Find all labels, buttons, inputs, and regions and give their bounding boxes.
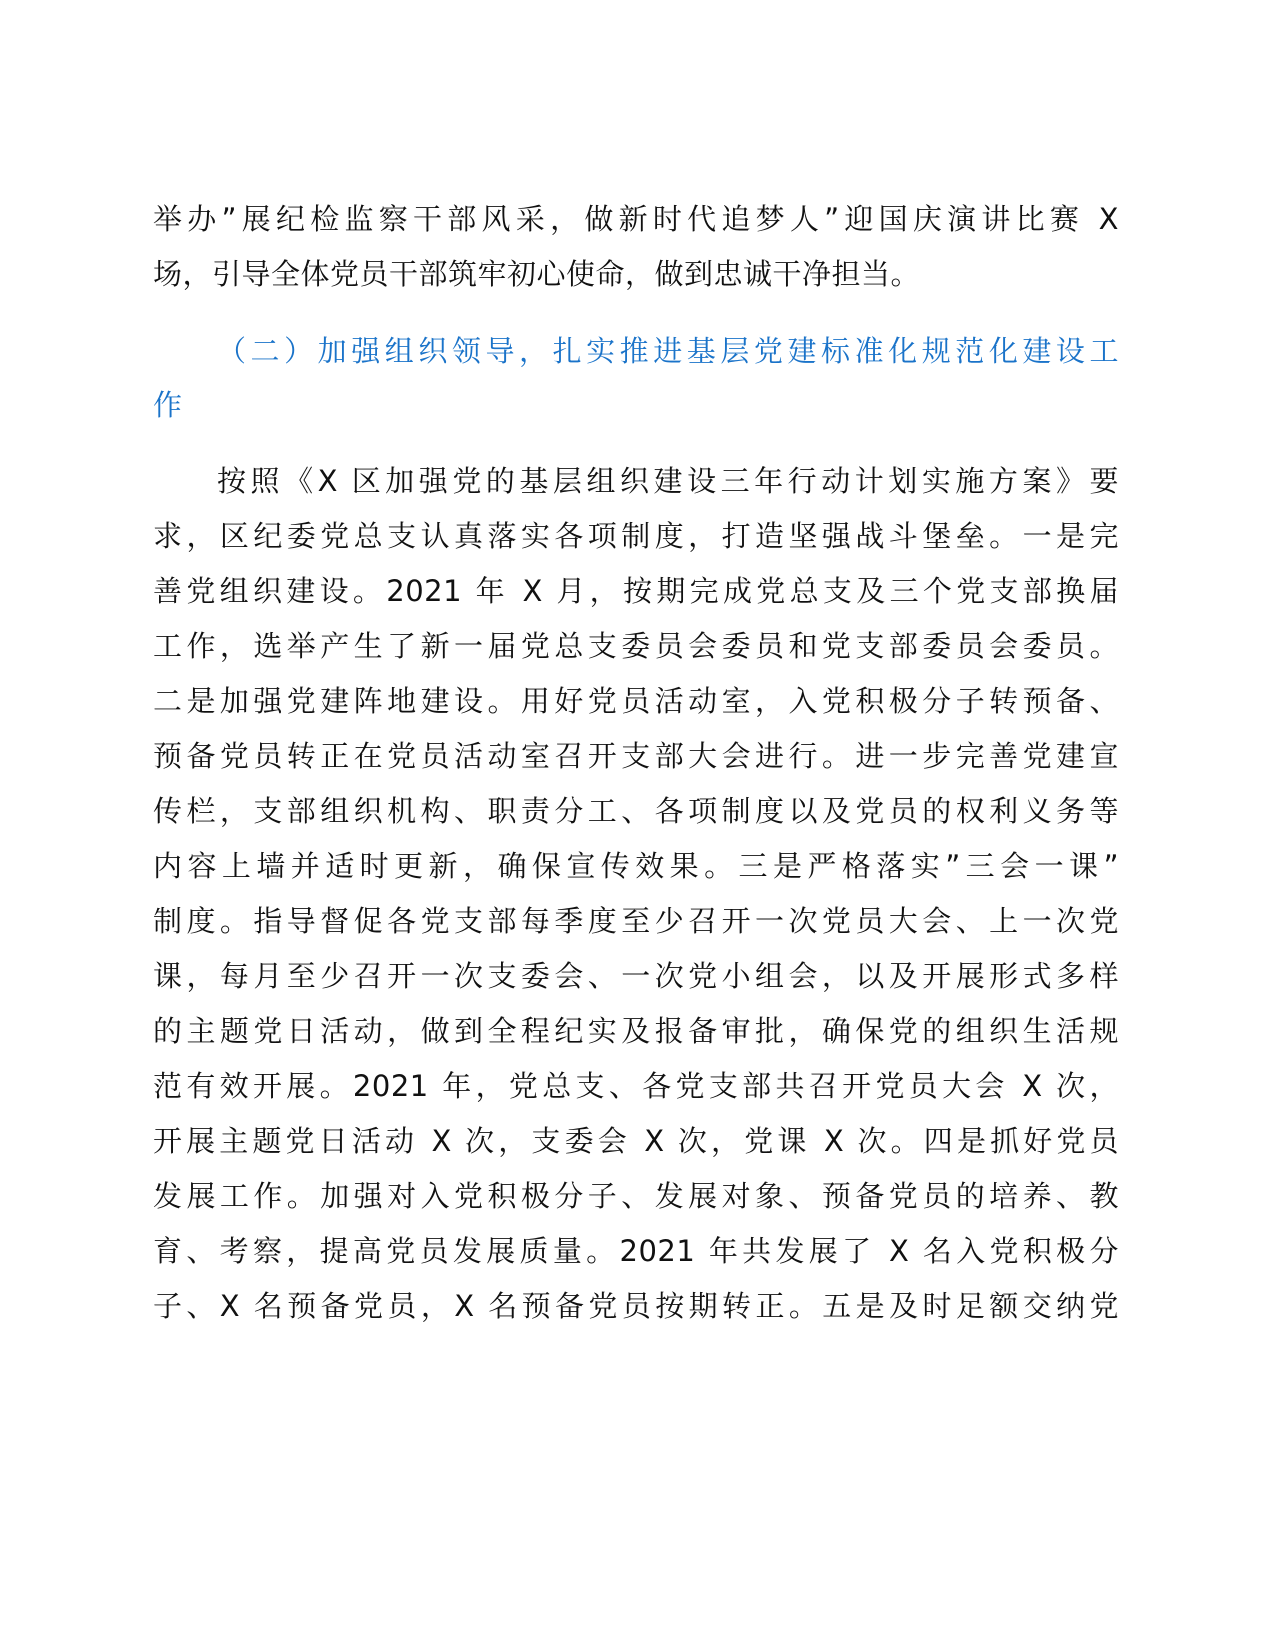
body-text-line: 子、X 名预备党员，X 名预备党员按期转正。五是及时足额交纳党 xyxy=(153,1289,1119,1323)
body-text-line: 内容上墙并适时更新，确保宣传效果。三是严格落实”三会一课” xyxy=(153,849,1119,883)
body-text-line: 发展工作。加强对入党积极分子、发展对象、预备党员的培养、教 xyxy=(153,1179,1119,1213)
body-text-line: 开展主题党日活动 X 次，支委会 X 次，党课 X 次。四是抓好党员 xyxy=(153,1124,1119,1158)
body-text-line: 二是加强党建阵地建设。用好党员活动室，入党积极分子转预备、 xyxy=(153,684,1119,718)
document-page xyxy=(153,0,1119,1650)
body-text-line: 求，区纪委党总支认真落实各项制度，打造坚强战斗堡垒。一是完 xyxy=(153,519,1119,553)
body-text-line: 的主题党日活动，做到全程纪实及报备审批，确保党的组织生活规 xyxy=(153,1014,1119,1048)
body-text-line: 制度。指导督促各党支部每季度至少召开一次党员大会、上一次党 xyxy=(153,904,1119,938)
body-text-line: 传栏，支部组织机构、职责分工、各项制度以及党员的权利义务等 xyxy=(153,794,1119,828)
body-text-line: 预备党员转正在党员活动室召开支部大会进行。进一步完善党建宣 xyxy=(153,739,1119,773)
body-text-line: 工作，选举产生了新一届党总支委员会委员和党支部委员会委员。 xyxy=(153,629,1119,663)
body-text-line: 范有效开展。2021 年，党总支、各党支部共召开党员大会 X 次， xyxy=(153,1069,1119,1103)
body-text-line: 举办”展纪检监察干部风采，做新时代追梦人”迎国庆演讲比赛 X xyxy=(153,202,1119,236)
section-heading-continued: 作 xyxy=(153,388,183,422)
body-text-line: 场，引导全体党员干部筑牢初心使命，做到忠诚干净担当。 xyxy=(153,257,921,291)
section-heading: （二）加强组织领导，扎实推进基层党建标准化规范化建设工 xyxy=(217,334,1119,368)
body-text-line: 按照《X 区加强党的基层组织建设三年行动计划实施方案》要 xyxy=(217,464,1119,498)
body-text-line: 课，每月至少召开一次支委会、一次党小组会，以及开展形式多样 xyxy=(153,959,1119,993)
body-text-line: 育、考察，提高党员发展质量。2021 年共发展了 X 名入党积极分 xyxy=(153,1234,1119,1268)
body-text-line: 善党组织建设。2021 年 X 月，按期完成党总支及三个党支部换届 xyxy=(153,574,1119,608)
